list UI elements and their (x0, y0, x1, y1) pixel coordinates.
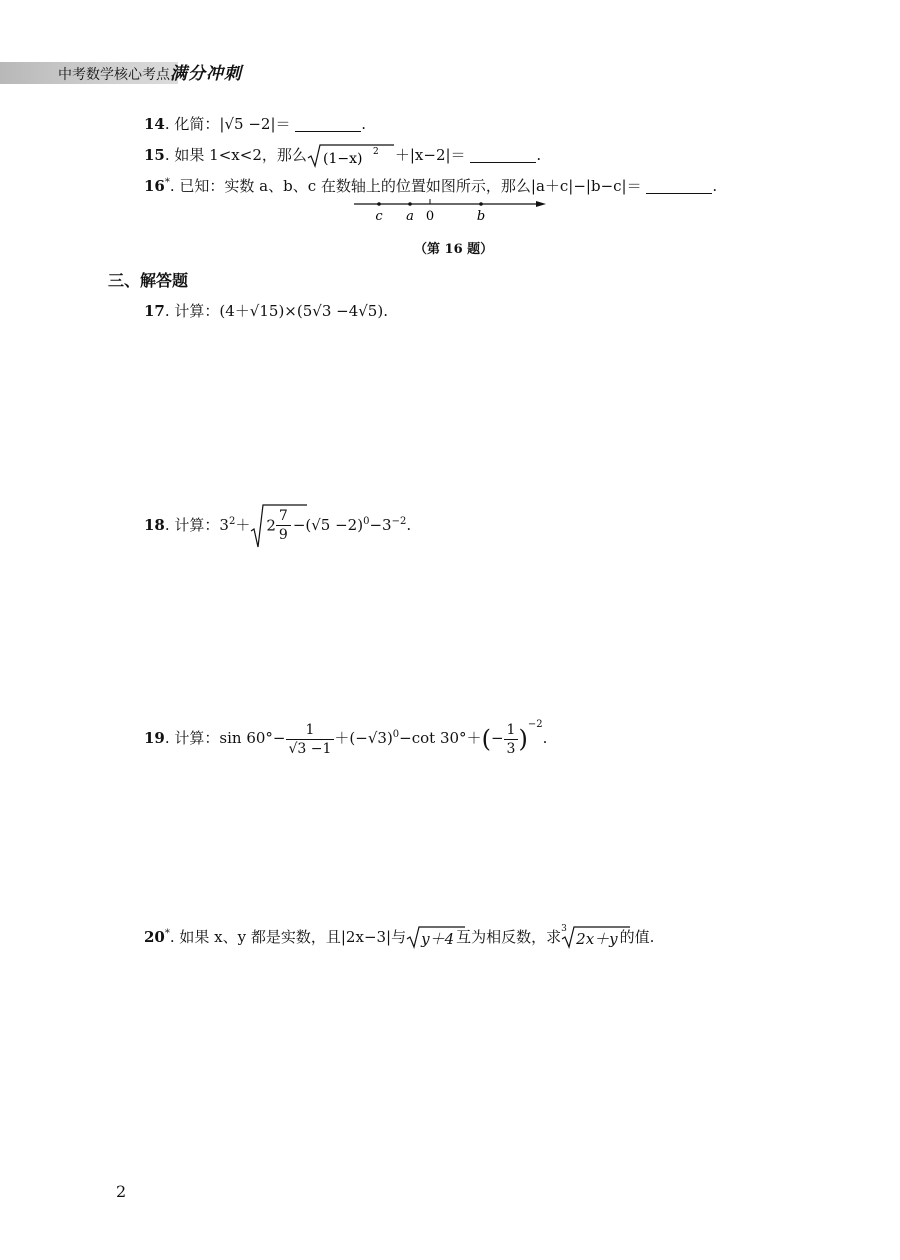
q19-frac2-d: 3 (506, 740, 516, 757)
q15-text-b: ＋|x−2|＝ (394, 146, 466, 164)
q20-rad-a-content: y＋4 (421, 930, 455, 948)
q15-radical (307, 143, 395, 169)
numberline-label-a: a (406, 209, 414, 224)
q20-rad-b-content: 2x＋y (576, 930, 618, 948)
q18-mixed-whole: 2 (266, 516, 276, 535)
q18-number: 18 (144, 516, 165, 534)
q14-end: . (361, 115, 367, 133)
q14-answer-blank[interactable] (295, 113, 361, 132)
q15-end: . (536, 146, 542, 164)
q16-star: * (164, 177, 170, 188)
header-title (58, 63, 242, 85)
q18-frac-d: 9 (278, 527, 288, 543)
figure-caption: （第 16 题） (414, 242, 494, 257)
q16-answer-blank[interactable] (646, 175, 712, 194)
q19-number: 19 (144, 729, 165, 747)
q18-sup3: −2 (391, 516, 407, 527)
q18-text-c: −(√5 −2) (292, 516, 364, 534)
q19-fraction-1 (286, 721, 335, 758)
q16-text: . 已知：实数 a、b、c 在数轴上的位置如图所示，那么|a＋c|−|b−c|＝ (169, 177, 642, 195)
question-14 (144, 112, 366, 136)
q18-frac-n: 7 (276, 507, 291, 526)
q20-radical-b (561, 925, 619, 951)
svg-text:2: 2 (372, 147, 379, 157)
q19-text-b: ＋(−√3) (334, 729, 393, 747)
q17-text: . 计算：(4＋√15)×(5√3 −4√5). (164, 302, 388, 320)
q19-text-a: . 计算：sin 60°− (164, 729, 286, 747)
numberline-label-c: c (375, 209, 383, 224)
q14-text: . 化简：|√5 −2|＝ (164, 115, 291, 133)
q20-text-c: 的值. (619, 928, 655, 946)
q16-end: . (712, 177, 718, 195)
q18-text-d: −3 (369, 516, 392, 534)
numberline-label-b: b (476, 209, 486, 224)
q17-number: 17 (144, 302, 165, 320)
q15-text-a: . 如果 1<x<2，那么 (164, 146, 307, 164)
q19-frac-n: 1 (286, 721, 335, 740)
q19-paren-close: ) (518, 725, 528, 753)
question-19: 19. 计算：sin 60°− $\frac{1}{√3 -1}$ $+(-√3)^0-\cot$ 30°＋(− $\frac{1}{3}$ )$^{-2}$. (144, 719, 548, 757)
q19-text-c: −cot 30°＋ (399, 729, 482, 747)
q18-end: . (406, 516, 412, 534)
q18-text-a: . 计算：3 (164, 516, 229, 534)
question-15 (144, 143, 541, 169)
q19-end: . (542, 729, 548, 747)
q18-radical (250, 503, 292, 549)
q19-fraction-2 (504, 721, 519, 758)
header-title-plain: 中考数学核心考点 (58, 67, 170, 83)
number-line (350, 196, 550, 224)
q15-answer-blank[interactable] (470, 144, 536, 163)
question-16 (144, 171, 717, 198)
question-18 (144, 503, 411, 549)
q18-sup: 2 (228, 516, 236, 527)
numberline-label-0: 0 (425, 209, 435, 224)
q20-radical-a (406, 925, 456, 951)
q16-number: 16 (144, 177, 165, 195)
q18-sup2: 0 (363, 516, 370, 527)
q19-frac-d: √3 −1 (288, 740, 332, 757)
q14-number: 14 (144, 115, 165, 133)
page-number: 2 (116, 1182, 127, 1201)
svg-text:(1−x): (1−x) (322, 151, 363, 167)
q18-text-b: ＋ (235, 516, 251, 534)
q19-paren-open: ( (481, 725, 491, 753)
header-title-bold: 满分冲刺 (170, 64, 242, 84)
q19-sup2: −2 (527, 719, 543, 730)
q15-number: 15 (144, 146, 165, 164)
q19-frac2-n: 1 (504, 721, 519, 740)
q20-root-index: 3 (561, 924, 567, 934)
q20-text-b: 互为相反数，求 (456, 928, 562, 946)
q19-sup: 0 (392, 729, 400, 740)
q20-number: 20 (144, 928, 165, 946)
q20-star: * (164, 928, 170, 939)
section-heading: 三、解答题 (108, 271, 189, 290)
question-17 (144, 299, 388, 323)
q20-text-a: . 如果 x、y 都是实数，且|2x−3|与 (169, 928, 407, 946)
question-20 (144, 922, 654, 951)
